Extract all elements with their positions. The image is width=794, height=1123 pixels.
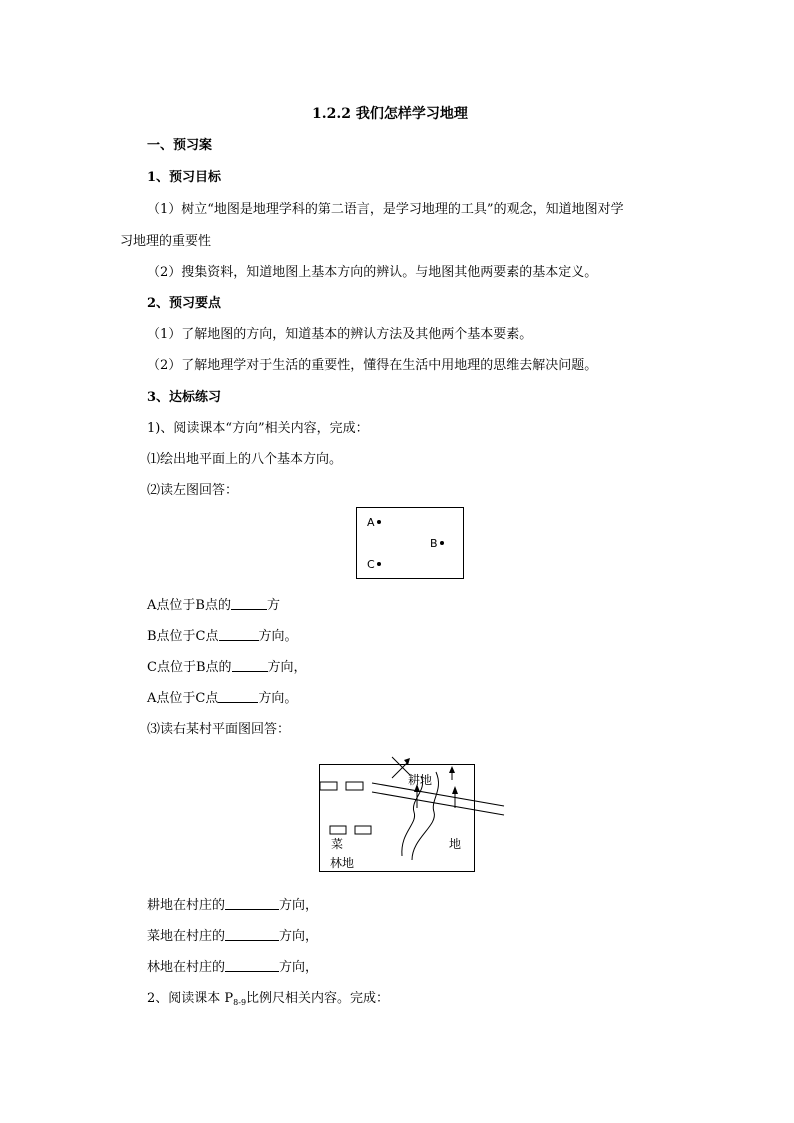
exercise-1-question-1: ⑴绘出地平面上的八个基本方向。 [147,452,343,467]
exercise-1-question-3: ⑶读右某村平面图回答： [147,722,291,737]
section-heading-exercises: 3、达标练习 [147,390,222,405]
section-heading-preview: 一、预习案 [147,138,213,153]
answer-a-relative-b: A点位于B点的 方 [147,598,280,613]
exercise-2-intro: 2、阅读课本 $P_{8-9}$比例尺相关内容。完成： [147,991,390,1007]
label-vegetable: 菜 [331,837,344,851]
answer-blank[interactable] [225,971,279,972]
answer-woodland-direction: 林地在村庄的 方向， [147,960,319,975]
goal-2: （2）搜集资料，知道地图上基本方向的辨认。与地图其他两要素的基本定义。 [147,265,598,280]
label-field: 地 [449,837,462,851]
point-1: （1）了解地图的方向，知道基本的辨认方法及其他两个基本要素。 [147,327,533,342]
answer-vegetable-direction: 菜地在村庄的 方向， [147,929,319,944]
goal-1-line-2: 习地理的重要性 [120,234,212,249]
point-b: B [430,537,444,550]
point-2: （2）了解地理学对于生活的重要性，懂得在生活中用地理的思维去解决问题。 [147,358,598,373]
label-woodland: 林地 [330,856,355,870]
exercise-1-intro: 1)、阅读课本“方向”相关内容，完成： [147,421,369,436]
goal-1-line-1: （1）树立“地图是地理学科的第二语言，是学习地理的工具”的观念，知道地图对学 [147,202,624,217]
page-title: 1.2.2 我们怎样学习地理 [312,106,468,122]
answer-c-relative-b: C点位于B点的 方向， [147,660,307,675]
section-heading-goals: 1、预习目标 [147,170,222,185]
answer-blank[interactable] [225,940,279,941]
answer-farmland-direction: 耕地在村庄的 方向， [147,898,319,913]
exercise-1-question-2: ⑵读左图回答： [147,483,239,498]
point-a: A [367,516,381,529]
section-heading-points: 2、预习要点 [147,296,222,311]
answer-a-relative-c: A点位于C点 方向。 [147,691,298,706]
point-c: C [367,558,381,571]
label-farmland: 耕地 [408,773,433,787]
answer-blank[interactable] [225,909,279,910]
answer-b-relative-c: B点位于C点 方向。 [147,629,298,644]
